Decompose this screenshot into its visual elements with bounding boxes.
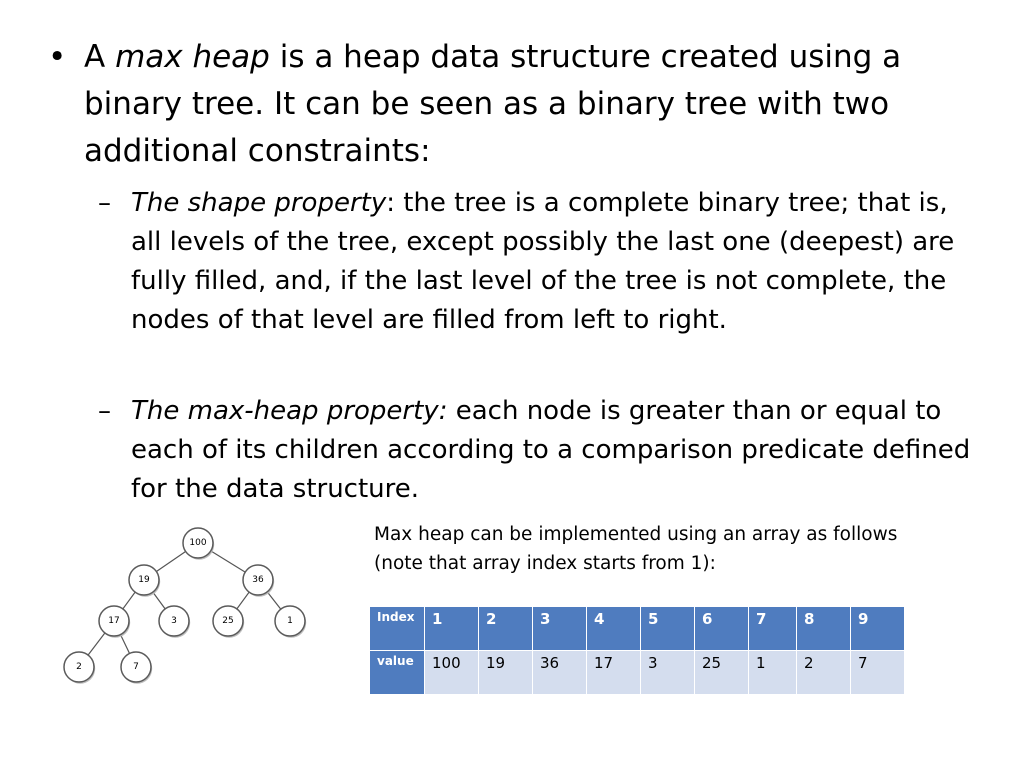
bullet-marker: • <box>48 39 67 75</box>
max-heap-property-text <box>131 392 978 509</box>
shape-property-term: The shape property <box>131 188 387 218</box>
tree-edges <box>79 543 290 667</box>
value-cell: 17 <box>587 651 641 695</box>
index-cell: 2 <box>479 607 533 651</box>
shape-property-bullet <box>98 184 978 340</box>
value-cell: 7 <box>851 651 905 695</box>
value-cell: 25 <box>695 651 749 695</box>
value-cell: 36 <box>533 651 587 695</box>
tree-node <box>129 565 160 597</box>
heap-array-table <box>369 606 905 695</box>
value-cell: 100 <box>425 651 479 695</box>
index-cell: 4 <box>587 607 641 651</box>
tree-node <box>243 565 274 597</box>
dash-marker: – <box>98 188 111 218</box>
value-label: value <box>370 651 425 695</box>
tree-node <box>159 606 190 638</box>
tree-node-label: 25 <box>222 616 234 626</box>
index-cell: 6 <box>695 607 749 651</box>
main-bullet <box>48 34 978 175</box>
tree-node <box>99 606 130 638</box>
index-cell: 9 <box>851 607 905 651</box>
tree-node-label: 3 <box>171 616 177 626</box>
main-bullet-prefix: A <box>84 39 116 75</box>
tree-node-label: 2 <box>76 662 82 672</box>
array-note <box>374 520 994 578</box>
max-heap-term: max heap <box>115 39 270 75</box>
tree-nodes <box>64 528 306 684</box>
tree-node-label: 17 <box>108 616 120 626</box>
tree-node <box>64 652 95 684</box>
shape-property-text <box>131 184 978 340</box>
main-bullet-rest: is a heap data structure created using a binary tree. It can be seen as a binary tree with two additional constraints: <box>84 39 902 169</box>
tree-node-label: 36 <box>252 575 264 585</box>
value-cell: 3 <box>641 651 695 695</box>
index-cell: 1 <box>425 607 479 651</box>
dash-marker: – <box>98 396 111 426</box>
main-bullet-text <box>84 34 978 175</box>
index-label: Index <box>370 607 425 651</box>
max-heap-property-bullet <box>98 392 978 509</box>
tree-node-label: 100 <box>189 538 207 548</box>
tree-node <box>121 652 152 684</box>
tree-node <box>213 606 244 638</box>
shape-property-description: : the tree is a complete binary tree; that is, all levels of the tree, except possibly the last one (deepest) are fully filled, and, if the last level of the tree is not complete, the nodes of that level are filled from left to right. <box>131 188 955 335</box>
array-note-line-1: Max heap can be implemented using an array as follows <box>374 524 898 545</box>
value-cell: 1 <box>749 651 797 695</box>
value-cell: 19 <box>479 651 533 695</box>
max-heap-property-description: each node is greater than or equal to each of its children according to a comparison predicate defined for the data structure. <box>131 396 971 504</box>
index-cell: 8 <box>797 607 851 651</box>
value-row <box>370 651 905 695</box>
value-cell: 2 <box>797 651 851 695</box>
index-row <box>370 607 905 651</box>
index-cell: 3 <box>533 607 587 651</box>
max-heap-property-term: The max-heap property: <box>131 396 448 426</box>
tree-node-label: 1 <box>287 616 293 626</box>
heap-tree-diagram <box>58 522 318 692</box>
array-note-line-2: (note that array index starts from 1): <box>374 553 716 574</box>
tree-node <box>183 528 214 560</box>
tree-node-label: 7 <box>133 662 139 672</box>
index-cell: 5 <box>641 607 695 651</box>
index-cell: 7 <box>749 607 797 651</box>
tree-node-label: 19 <box>138 575 150 585</box>
tree-node <box>275 606 306 638</box>
